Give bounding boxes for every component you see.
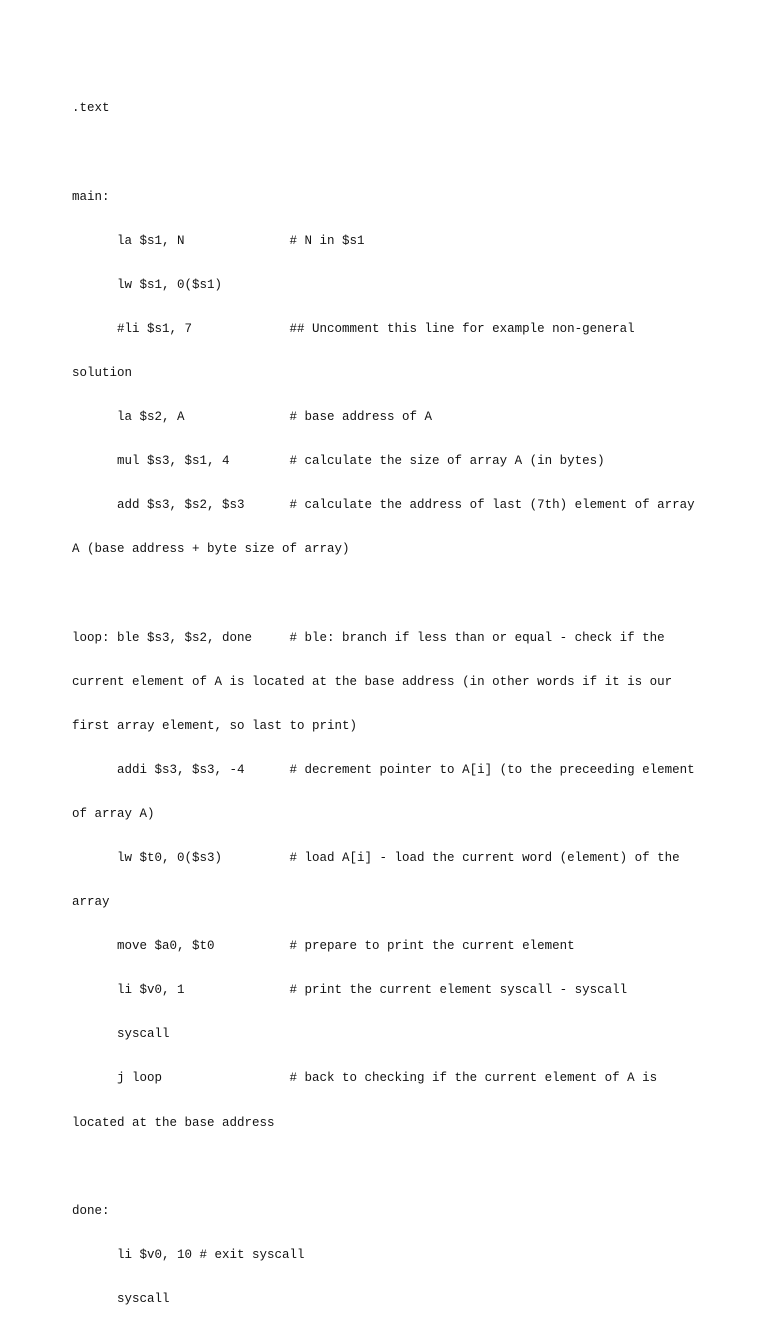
code-line-blank <box>72 586 702 601</box>
code-line-blank <box>72 1160 702 1175</box>
code-line: syscall <box>72 1291 170 1306</box>
assembly-code-block <box>72 72 702 1336</box>
code-line: current element of A is located at the base address (in other words if it is our <box>72 674 673 689</box>
code-line: lw $t0, 0($s3) # load A[i] - load the current word (element) of the <box>72 851 680 865</box>
code-line: done: <box>72 1203 110 1218</box>
code-line: move $a0, $t0 # prepare to print the current element <box>72 939 575 954</box>
code-line: array <box>72 895 110 910</box>
code-line: solution <box>72 365 133 380</box>
code-line: syscall <box>72 1027 170 1042</box>
code-line: j loop # back to checking if the current element of A is <box>72 1071 658 1086</box>
code-line: li $v0, 1 # print the current element syscall - syscall <box>72 983 628 998</box>
code-line: main: <box>72 189 110 204</box>
code-line: of array A) <box>72 806 155 821</box>
code-line-blank <box>72 146 702 161</box>
code-line: .text <box>72 101 110 116</box>
code-line: A (base address + byte size of array) <box>72 542 350 557</box>
code-line: mul $s3, $s1, 4 # calculate the size of array A (in bytes) <box>72 454 605 469</box>
code-line: li $v0, 10 # exit syscall <box>72 1247 305 1262</box>
code-line: first array element, so last to print) <box>72 718 358 733</box>
code-line: add $s3, $s2, $s3 # calculate the address of last (7th) element of array <box>72 498 695 513</box>
code-line: #li $s1, 7 ## Uncomment this line for example non-general <box>72 321 635 336</box>
code-line: loop: ble $s3, $s2, done # ble: branch if less than or equal - check if the <box>72 630 665 645</box>
code-line: la $s1, N # N in $s1 <box>72 233 365 248</box>
code-line: la $s2, A # base address of A <box>72 410 433 425</box>
code-line: addi $s3, $s3, -4 # decrement pointer to A[i] (to the preceeding element <box>72 762 695 777</box>
code-line: located at the base address <box>72 1115 275 1130</box>
code-line: lw $s1, 0($s1) <box>72 277 223 292</box>
